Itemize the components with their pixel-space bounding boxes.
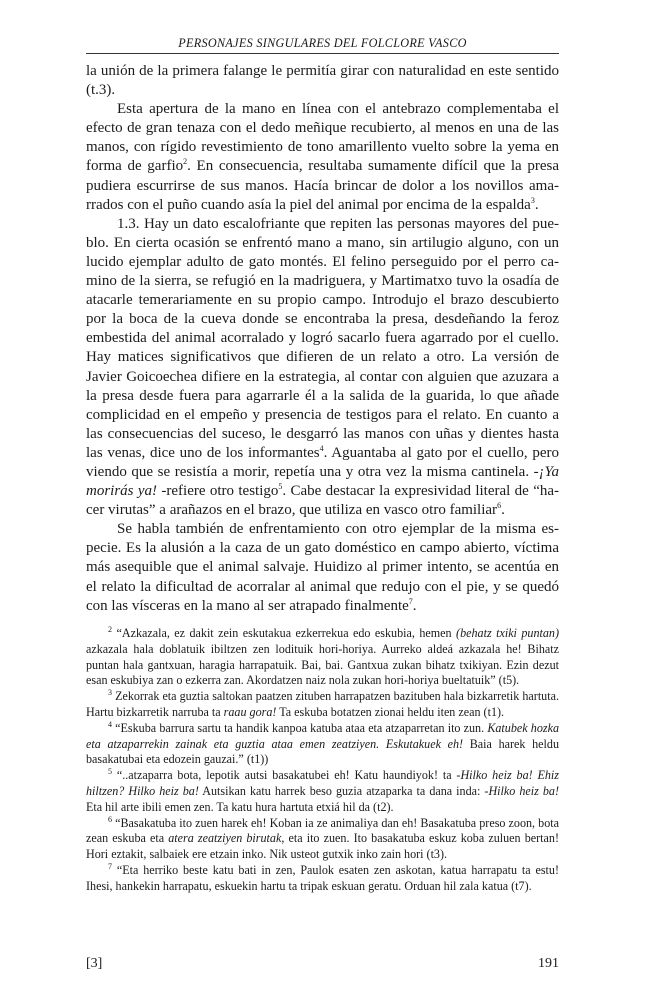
footnote-ref: 7: [408, 596, 413, 606]
italic-quote: ¡Ya morirás ya!: [86, 463, 559, 500]
running-header: [86, 36, 559, 54]
footnote-2: $^2$ “Azkazala, ez dakit zein eskutakua ezkerrekua edo eskubia, hemen (behatz txiki puntan) azkazala hala doblatuik ibiltzen zen lodituik hori-horiya. Aurreko aldeá azkazala he! Bihatz puntan hala gantxuan, haragia harrapatuik. Bai, bai. Gantxua zukan bihatz txikiyan. Ezin dezut esan eskubiya zan o ezkerra zan. Akordatzen naiz nola zukan hori-horiya bueltatuik” (t5).: [86, 624, 559, 688]
footnote-ref: 4: [319, 443, 324, 453]
footnotes: [86, 626, 559, 895]
footnote-ref: 2: [183, 157, 188, 167]
paragraph-2: Esta apertura de la mano en línea con el antebrazo complementaba el efecto de gran tenaza con el dedo meñique recubierto, al menos en una de las manos, con rígido revestimiento de tono amarillento vuelto sobre la yema en forma de garfio$^2$. En consecuencia, resultaba sumamente difícil que la presa pudiera escurrirse de sus manos. Hacía brincar de dolor a los novillos amarrados con el puño cuando asía la piel del animal por encima de la espalda$^3$.: [86, 101, 559, 213]
section-marker: [3]: [86, 956, 103, 971]
page-number: 191: [538, 956, 559, 971]
paragraph-4: Se habla también de enfrentamiento con otro ejemplar de la misma especie. Es la alusión a la caza de un gato doméstico en campo abierto, víctima más asequible que el animal salvaje. Huidizo al primer intento, se acentúa en el relato la dificultad de acorralar al animal que redujo con el pie, y se quedó con las vísceras en la mano al ser atrapado finalmente$^7$.: [86, 521, 559, 614]
running-title: PERSONAJES SINGULARES DEL FOLCLORE VASCO: [178, 36, 467, 50]
footnote-4: $^4$ “Eskuba barrura sartu ta handik kanpoa katuba ataa eta atzaparretan ito zun. Katubek hozka eta atzaparrekin zainak eta guztia ataa emen zeatziyen. Eskutakuek eh! Baia harek heldu basakatubai eta edozein gauzai.” (t1)): [86, 719, 560, 767]
footnote-ref: 5: [278, 482, 283, 492]
footnote-ref: 3: [530, 195, 535, 205]
footnote-ref: 6: [497, 501, 502, 511]
footnote-6: $^6$ “Basakatuba ito zuen harek eh! Koban ia ze animaliya dan eh! Basakatuba preso zoon, bota zean eskuba eta atera zeatziyen birutak, eta ito zuen. Ito basakatuba eskuz koba zuluen bertan! Hori eztakit, salbaiek ere etzain inko. Nik usteot gutxik inko zain hori (t3).: [86, 814, 559, 862]
paragraph-1: la unión de la primera falange le permitía girar con naturalidad en este sentido (t.3).: [86, 63, 559, 99]
footnote-7: $^7$ “Eta herriko beste katu bati in zen, Paulok esaten zen askotan, katua harrapatu ta estu! Ihesi, hankekin harrapatu, eskuekin hartu ta tripak eskuan geratu. Orduan hil zala katua (t7).: [86, 861, 559, 893]
page-footer: [86, 956, 559, 972]
paragraph-3: 1.3. Hay un dato escalofriante que repiten las personas mayores del pueblo. En cierta ocasión se enfrentó mano a mano, sin artilugio alguno, con un lucido ejemplar adulto de gato montés. El felino perseguido por el perro camino de la sierra, se refugió en la madriguera, y Martimatxo tuvo la osadía de atacarle temerariamente en su propio campo. Introdujo el brazo descubierto por la boca de la cueva donde se encontraba la presa, desdeñando la feroz embestida del animal acorralado y logró sacarlo fuera agarrado por el cuello. Hay matices significativos que difieren de un relato a otro. La versión de Javier Goicoechea difiere en la estrategia, al contar con alguien que azuzara a la presa desde fuera para agarrarle él a la salida de la guarida, lo que añade complicidad en el empeño y presencia de testigos para el relato. En cuanto a las consecuencias del suceso, le desgarró las manos con uñas y dientes hasta las venas, dice uno de los informantes$^4$. Aguantaba al gato por el cuello, pero viendo que se resistía a morir, repetía una y otra vez la misma cantinela. -¡Ya morirás ya! -refiere otro testigo$^5$. Cabe destacar la expresividad literal de “hacer virutas” a arañazos en el brazo, que utiliza en vasco otro familiar$^6$.: [86, 215, 560, 519]
footnote-3: $^3$ Zekorrak eta guztia saltokan paatzen zituben harrapatzen bazituben hala bizkarretik hartuta. Hartu bizkarretik narruba ta raau gora! Ta eskuba botatzen zionai heldu iten zean (t1).: [86, 688, 559, 719]
main-text: [86, 62, 559, 616]
footnote-5: $^5$ “..atzaparra bota, lepotik autsi basakatubei eh! Katu haundiyok! ta -Hilko heiz ba! Ehiz hiltzen? Hilko heiz ba! Autsikan katu harrek beso guzia atzaparka ta dana inda: -Hilko heiz ba! Eta hil arte ibili emen zen. Ta katu hura hartuta etxiá hil da (t2).: [86, 767, 559, 814]
